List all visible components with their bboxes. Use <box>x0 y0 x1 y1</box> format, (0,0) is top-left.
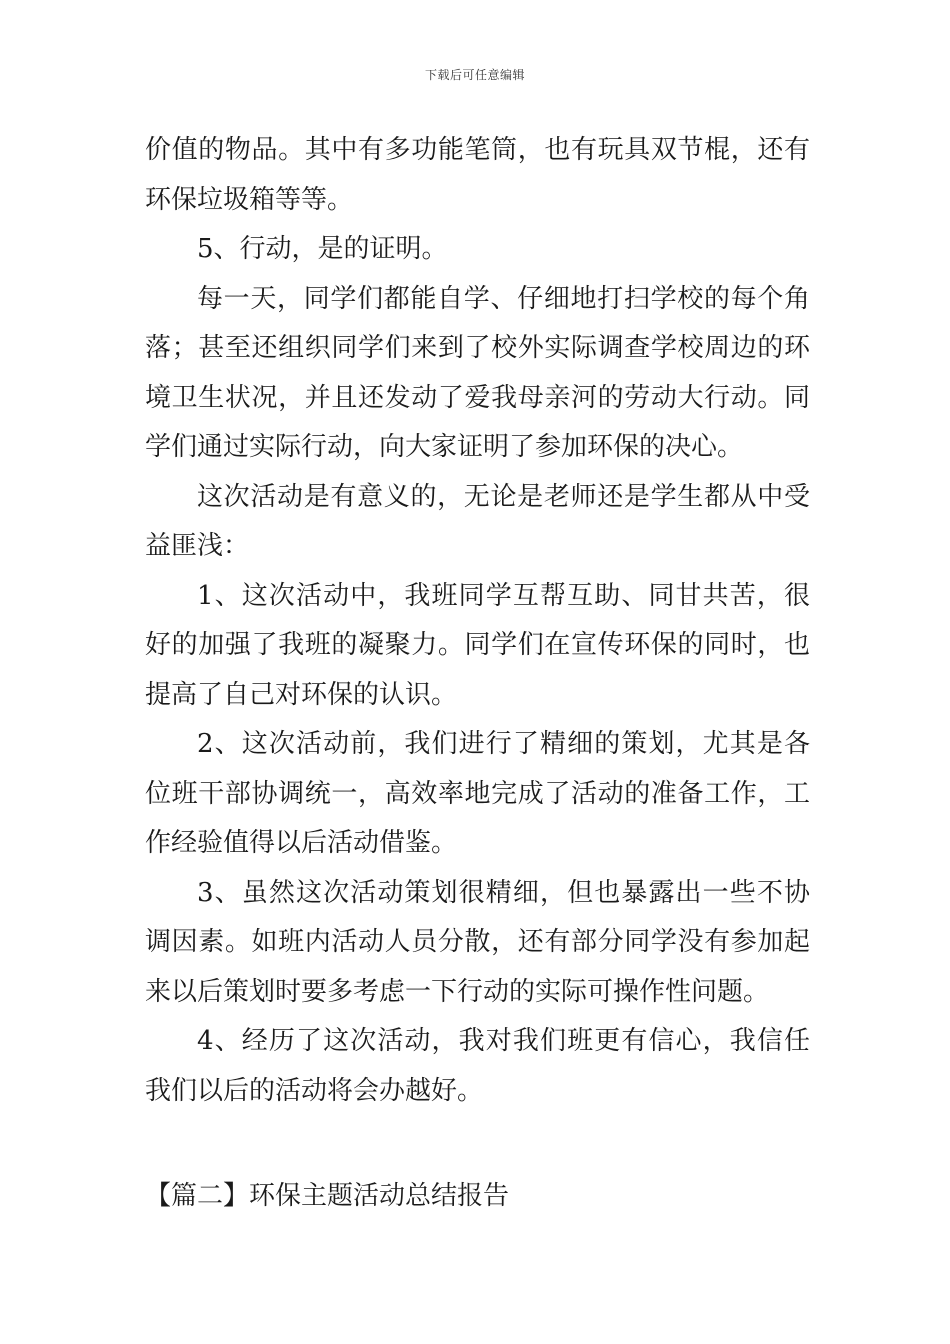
list-item: 4、经历了这次活动，我对我们班更有信心，我信任我们以后的活动将会办越好。 <box>145 1026 810 1106</box>
page-header-watermark: 下载后可任意编辑 <box>424 68 525 82</box>
paragraph: 5、行动，是的证明。 <box>197 234 448 264</box>
list-item: 3、虽然这次活动策划很精细，但也暴露出一些不协调因素。如班内活动人员分散，还有部分同学没有参加起来以后策划时要多考虑一下行动的实际可操作性问题。 <box>145 877 810 1007</box>
list-item: 1、这次活动中，我班同学互帮互助、同甘共苦，很好的加强了我班的凝聚力。同学们在宣传环保的同时，也提高了自己对环保的认识。 <box>145 580 810 710</box>
paragraph: 每一天，同学们都能自学、仔细地打扫学校的每个角落；甚至还组织同学们来到了校外实际调查学校周边的环境卫生状况，并且还发动了爱我母亲河的劳动大行动。同学们通过实际行动，向大家证明了参加环保的决心。 <box>145 283 810 462</box>
paragraph: 价值的物品。其中有多功能笔筒，也有玩具双节棍，还有环保垃圾箱等等。 <box>145 135 810 215</box>
list-item: 2、这次活动前，我们进行了精细的策划，尤其是各位班干部协调统一，高效率地完成了活动的准备工作，工作经验值得以后活动借鉴。 <box>145 729 810 858</box>
section-title: 【篇二】环保主题活动总结报告 <box>145 1181 510 1211</box>
paragraph: 这次活动是有意义的，无论是老师还是学生都从中受益匪浅： <box>145 481 810 561</box>
body-text <box>145 126 810 1116</box>
